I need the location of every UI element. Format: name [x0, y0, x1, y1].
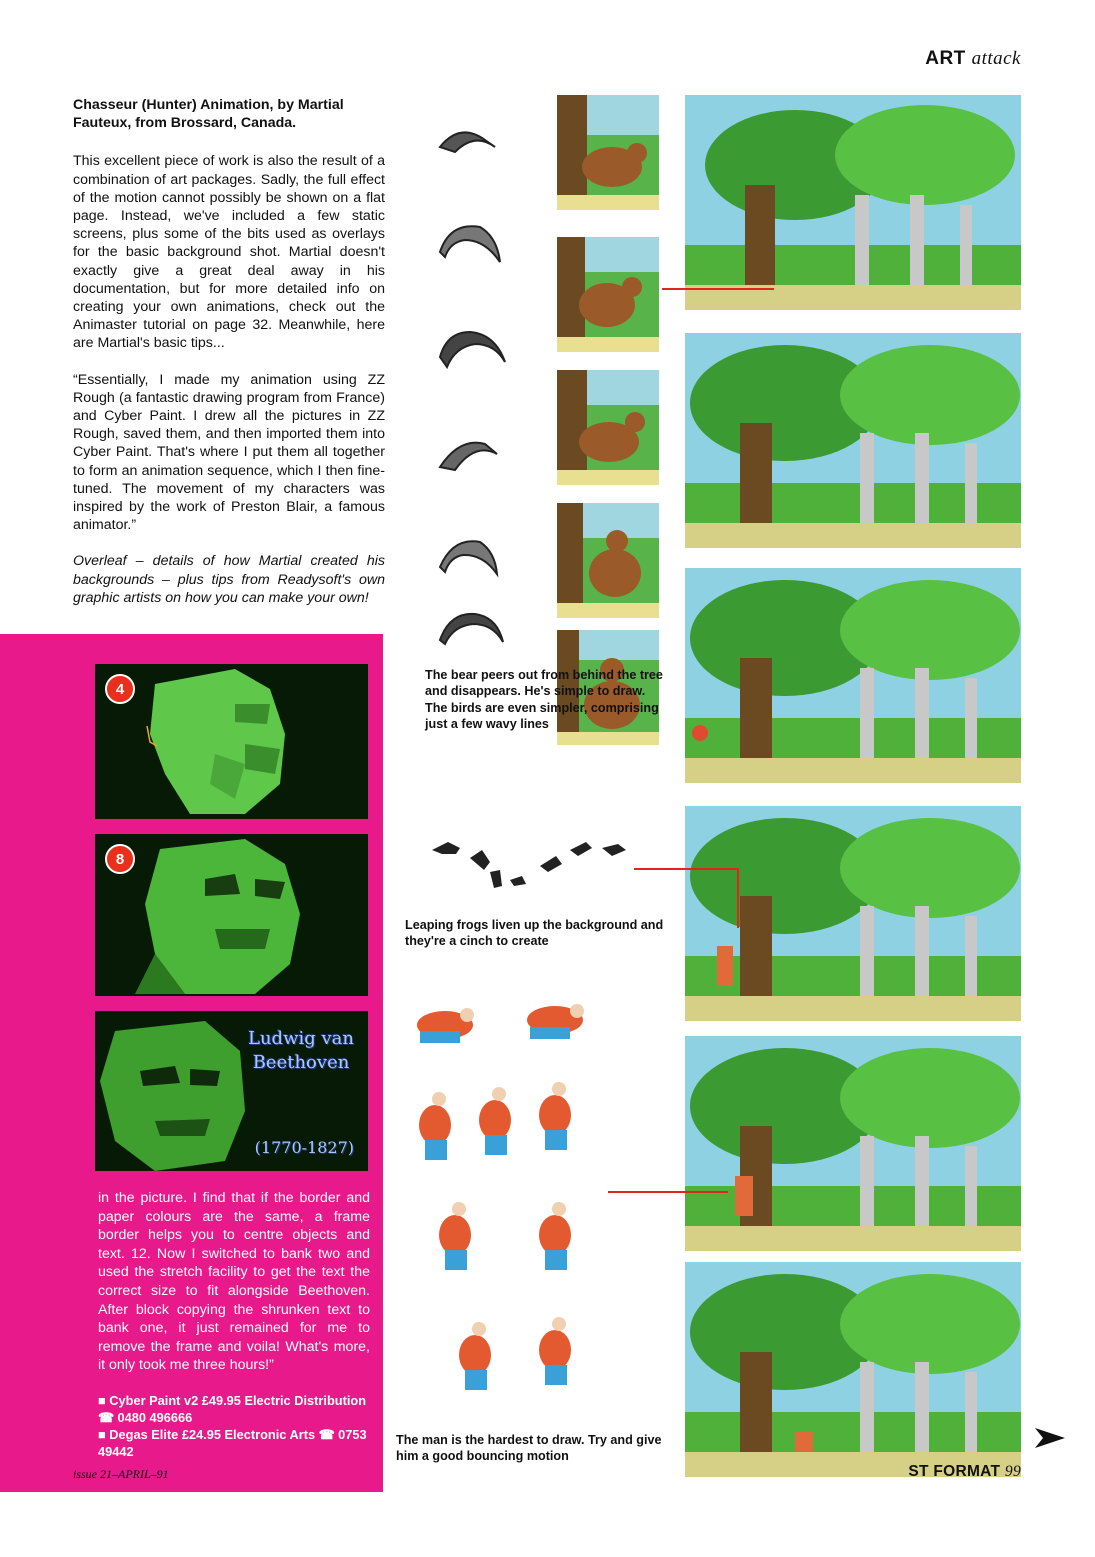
forest-scene-3 [685, 568, 1021, 783]
beethoven-years: (1770-1827) [254, 1138, 354, 1157]
article-para-overleaf: Overleaf – details of how Martial created his backgrounds – plus tips from Readysoft's own graphic artists on how you can make your own! [73, 553, 385, 606]
section-subname: attack [971, 48, 1021, 69]
man-sprites [405, 995, 605, 1415]
beethoven-title [248, 1027, 354, 1075]
article-para-intro: This excellent piece of work is also the result of a combination of art packages. Sadly, the full effect of the motion cannot possibly be shown on a flat page. Instead, we've included a few static screens, plus some of the bits used as overlays for the basic background shot. Martial doesn't exactly give a great deal away in his documentation, but for more detailed info on creating your own animations, check out the Animaster tutorial on page 32. Meanwhile, here are Martial's basic tips... [73, 153, 385, 352]
article-para-quote: “Essentially, I made my animation using ZZ Rough (a fantastic drawing program from France) and Cyber Paint. I drew all the pictures in ZZ Rough, saved them, and then imported them into Cyber Paint. That's where I put them all together to form an animation sequence, which I then fine-tuned. The movement of my characters was inspired by the work of Preston Blair, a famous animator.” [73, 371, 385, 534]
beethoven-title-line1: Ludwig van [248, 1028, 354, 1049]
beethoven-shaded-face [95, 834, 368, 996]
article-title: Chasseur (Hunter) Animation, by Martial Fauteux, from Brossard, Canada. [73, 97, 344, 132]
beethoven-step-4-image [95, 664, 368, 819]
forest-scene-2 [685, 333, 1021, 548]
step-number-badge: 4 [105, 674, 135, 704]
page-number: 99 [1004, 1463, 1021, 1480]
frog-caption: Leaping frogs liven up the background and they're a cinch to create [405, 918, 664, 949]
issue-info: issue 21–APRIL–91 [73, 1467, 169, 1481]
beethoven-step-8-image [95, 834, 368, 996]
man-caption: The man is the hardest to draw. Try and give him a good bouncing motion [396, 1433, 662, 1464]
pointer-line-man [608, 1191, 728, 1193]
next-page-arrow-icon [1035, 1428, 1065, 1448]
magazine-name: ST FORMAT [908, 1463, 1001, 1480]
panel-price-list [98, 1392, 370, 1460]
price-degas-elite: ■ Degas Elite £24.95 Electronic Arts ☎ 0753 49442 [98, 1427, 367, 1459]
bear-frame-3 [557, 370, 659, 485]
beethoven-title-line2: Beethoven [252, 1052, 350, 1073]
forest-scene-6 [685, 1262, 1021, 1477]
price-cyber-paint: ■ Cyber Paint v2 £49.95 Electric Distribution ☎ 0480 496666 [98, 1393, 367, 1425]
forest-scene-5 [685, 1036, 1021, 1251]
bird-sprites [425, 112, 545, 652]
forest-scene-1 [685, 95, 1021, 310]
article-body [73, 96, 385, 625]
bear-frame-4 [557, 503, 659, 618]
magazine-footer [908, 1463, 1021, 1481]
bear-frame-2 [557, 237, 659, 352]
step-number-badge: 8 [105, 844, 135, 874]
panel-body-text: in the picture. I find that if the border and paper colours are the same, a frame border helps you to centre objects and text. 12. Now I switched to bank two and used the stretch facility to get the text the correct size to fit alongside Beethoven. After block copying the shrunken text to bank one, it just remained for me to remove the frame and voila! What's more, it only took me three hours!” [98, 1190, 370, 1374]
pointer-line-bear [662, 288, 774, 290]
bear-caption: The bear peers out from behind the tree and disappears. He's simple to draw. The birds are even simpler, comprising just a few wavy lines [425, 668, 663, 732]
beethoven-outline-face [95, 664, 368, 819]
pointer-line-frog-v [737, 868, 739, 928]
bear-frame-1 [557, 95, 659, 210]
section-header [925, 48, 1021, 70]
frog-sprites [430, 830, 640, 900]
beethoven-final-image [95, 1011, 368, 1171]
forest-scene-4 [685, 806, 1021, 1021]
section-name: ART [925, 48, 966, 69]
pointer-line-frog-h [634, 868, 738, 870]
